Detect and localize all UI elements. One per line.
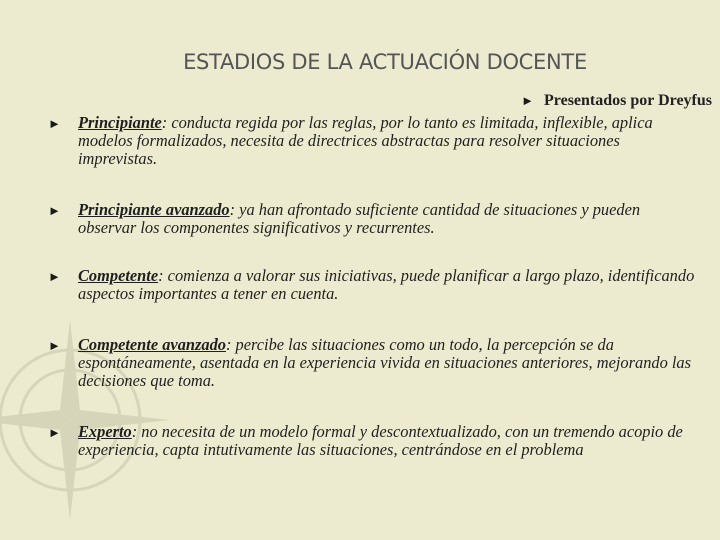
bullet-arrow-icon: ► — [48, 338, 61, 353]
list-item — [48, 267, 698, 303]
item-term: Experto — [78, 422, 132, 441]
bullet-arrow-icon: ► — [521, 93, 534, 108]
item-term: Principiante avanzado — [78, 200, 230, 219]
slide-title: ESTADIOS DE LA ACTUACIÓN DOCENTE — [183, 50, 587, 74]
item-text — [78, 423, 698, 459]
item-description: : ya han afrontado suficiente cantidad de situaciones y pueden observar los componentes significativos y recurrentes. — [78, 200, 641, 237]
item-term: Competente avanzado — [78, 335, 226, 354]
item-description: : conducta regida por las reglas, por lo tanto es limitada, inflexible, aplica modelos formalizados, necesita de directrices abstractas para resolver situaciones imprevistas. — [78, 113, 653, 168]
list-item — [48, 201, 698, 237]
item-description: : percibe las situaciones como un todo, la percepción se da espontáneamente, asentada en la experiencia vivida en situaciones anteriores, mejorando las decisiones que toma. — [78, 335, 691, 390]
item-text — [78, 114, 698, 168]
credit-text: Presentados por Dreyfus — [544, 92, 712, 109]
list-item — [48, 336, 698, 390]
item-text — [78, 267, 698, 303]
bullet-arrow-icon: ► — [48, 203, 61, 218]
list-item — [48, 423, 698, 459]
list-item — [48, 114, 698, 168]
item-text — [78, 201, 698, 237]
item-term: Principiante — [78, 113, 162, 132]
item-description: : no necesita de un modelo formal y descontextualizado, con un tremendo acopio de experiencia, capta intutivamente las situaciones, centrándose en el problema — [78, 422, 683, 459]
bullet-arrow-icon: ► — [48, 116, 61, 131]
item-description: : comienza a valorar sus iniciativas, puede planificar a largo plazo, identificando aspectos importantes a tener en cuenta. — [78, 266, 695, 303]
bullet-arrow-icon: ► — [48, 425, 61, 440]
item-text — [78, 336, 698, 390]
credit-line — [521, 92, 712, 110]
bullet-arrow-icon: ► — [48, 269, 61, 284]
item-term: Competente — [78, 266, 159, 285]
